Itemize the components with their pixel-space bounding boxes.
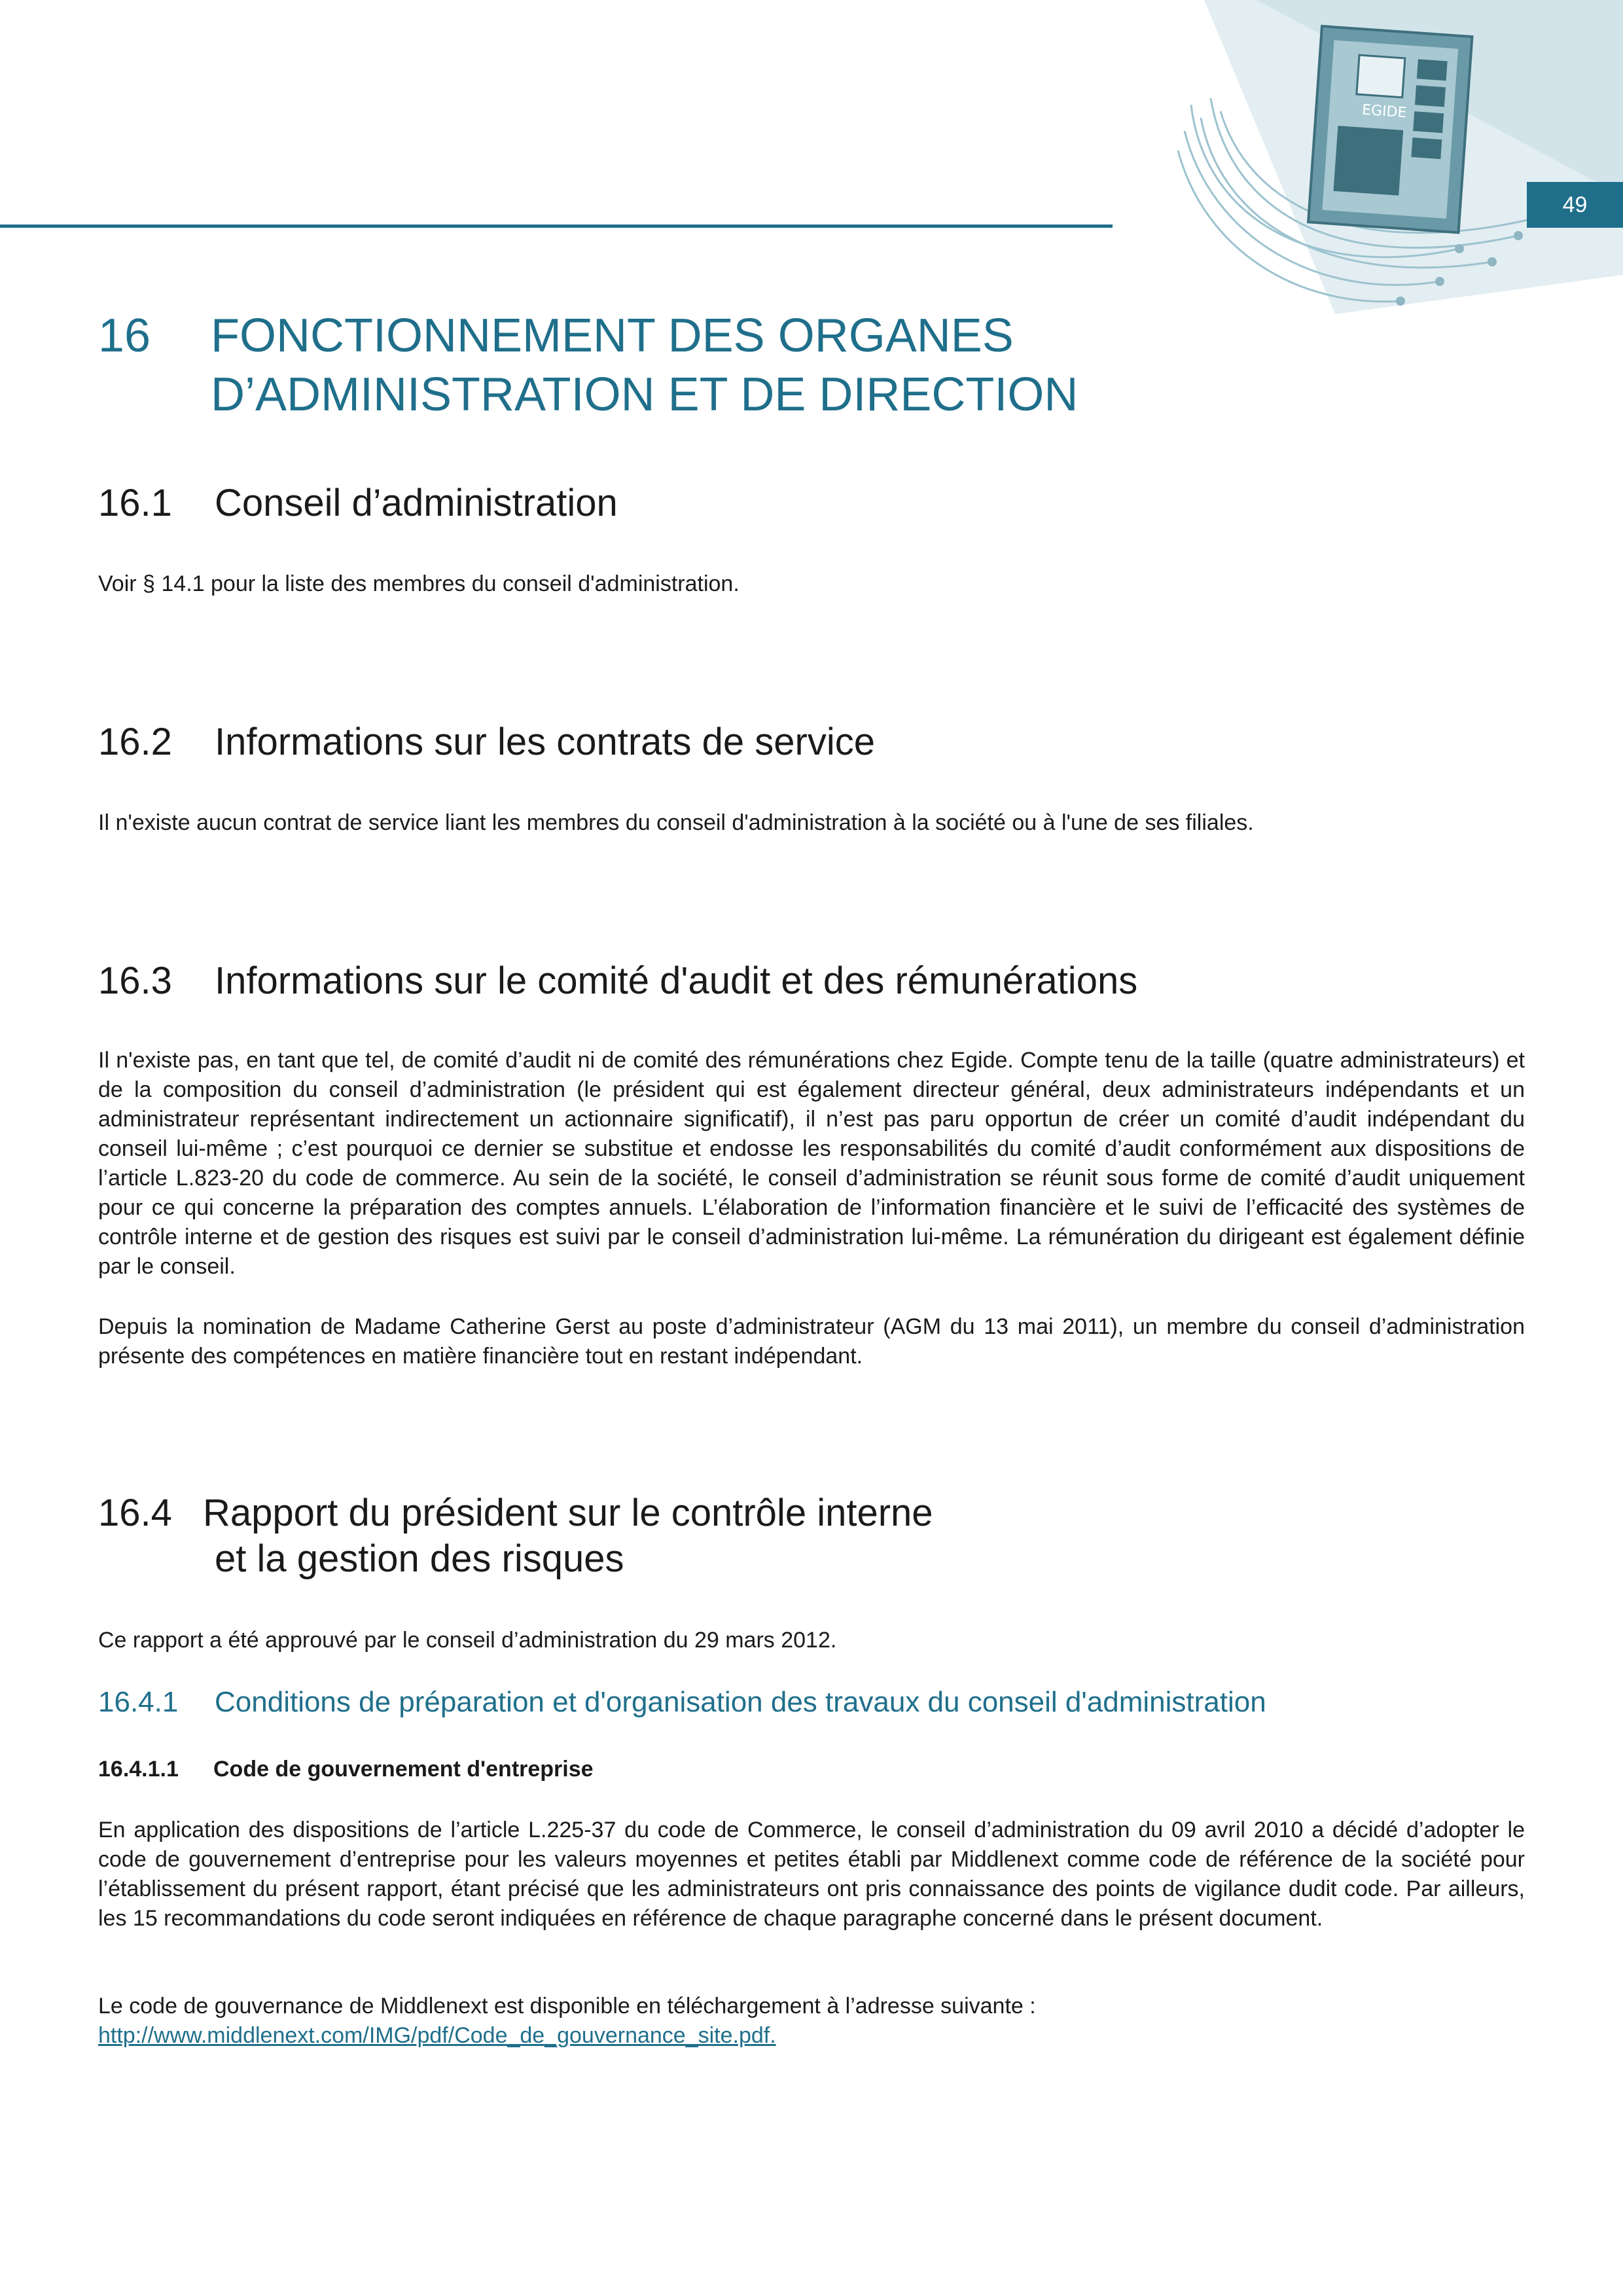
paragraph-16-3-a: Il n'existe pas, en tant que tel, de comité d’audit ni de comité des rémunérations chez Egide. Compte tenu de la taille (quatre administrateurs) et de la composition du conseil d’administration (le président qui est également directeur général, deux administrateurs indépendants et un administrateur représentant indirectement un actionnaire significatif), il n’est pas paru opportun de créer un comité d’audit indépendant du conseil lui-même ; c’est pourquoi ce dernier se substitue et endosse les responsabilités du comité d’audit conformément aux dispositions de l’article L.823-20 du code de commerce. Au sein de la société, le conseil d’administration se réunit sous forme de comité d’audit uniquement pour ce qui concerne la préparation des comptes annuels. L’élaboration de l’information financière et le suivi de l’efficacité des systèmes de contrôle interne et de gestion des risques est suivi par le conseil d’administration lui-même. La rémunération du dirigeant est également définie par le conseil. <box>98 1048 1525 1279</box>
section-number: 16.4 <box>98 1492 172 1534</box>
section-title: Conseil d’administration <box>215 482 618 524</box>
subsection-title: Conditions de préparation et d'organisation des travaux du conseil d'administration <box>215 1686 1266 1718</box>
page-number: 49 <box>1527 182 1623 228</box>
paragraph-16-1: Voir § 14.1 pour la liste des membres du conseil d'administration. <box>98 571 740 596</box>
paragraph-16-3-b: Depuis la nomination de Madame Catherine Gerst au poste d’administrateur (AGM du 13 mai 2011), un membre du conseil d’administration présente des compétences en matière financière tout en restant indépendant. <box>98 1314 1525 1369</box>
middlenext-link-line <box>98 2021 1525 2051</box>
subsubsection-number: 16.4.1.1 <box>98 1757 179 1782</box>
chapter-title-line1: FONCTIONNEMENT DES ORGANES <box>211 310 1014 362</box>
subsection-number: 16.4.1 <box>98 1686 179 1718</box>
section-number: 16.2 <box>98 721 172 763</box>
paragraph-16-4-1-1-a: En application des dispositions de l’article L.225-37 du code de Commerce, le conseil d’administration du 09 avril 2010 a décidé d’adopter le code de gouvernement d’entreprise pour les valeurs moyennes et petites établi par Middlenext comme code de référence de la société pour l’établissement du présent rapport, étant précisé que les administrateurs ont pris connaissance des points de vigilance dudit code. Par ailleurs, les 15 recommandations du code seront indiquées en référence de chaque paragraphe concerné dans le présent document. <box>98 1818 1525 1931</box>
paragraph-16-4: Ce rapport a été approuvé par le conseil d’administration du 29 mars 2012. <box>98 1628 837 1653</box>
chapter-number: 16 <box>98 310 151 362</box>
section-title: Informations sur les contrats de service <box>215 721 875 763</box>
paragraph-16-4-1-1-b: Le code de gouvernance de Middlenext est disponible en téléchargement à l’adresse suivante : <box>98 1994 1036 2018</box>
section-number: 16.3 <box>98 960 172 1002</box>
section-title: Informations sur le comité d'audit et des rémunérations <box>215 960 1138 1002</box>
section-title-line2: et la gestion des risques <box>215 1537 624 1580</box>
subsubsection-title: Code de gouvernement d'entreprise <box>213 1757 594 1782</box>
header-rule <box>0 224 1113 228</box>
egide-logo <box>1165 0 1623 327</box>
middlenext-code-link[interactable]: http://www.middlenext.com/IMG/pdf/Code_de_gouvernance_site.pdf. <box>98 2023 776 2048</box>
section-title-line1: Rapport du président sur le contrôle interne <box>203 1492 933 1534</box>
section-number: 16.1 <box>98 482 172 524</box>
chapter-title-line2: D’ADMINISTRATION ET DE DIRECTION <box>211 368 1079 421</box>
paragraph-16-2: Il n'existe aucun contrat de service liant les membres du conseil d'administration à la société ou à l'une de ses filiales. <box>98 810 1254 835</box>
logo-text: EGIDE <box>1361 101 1408 122</box>
